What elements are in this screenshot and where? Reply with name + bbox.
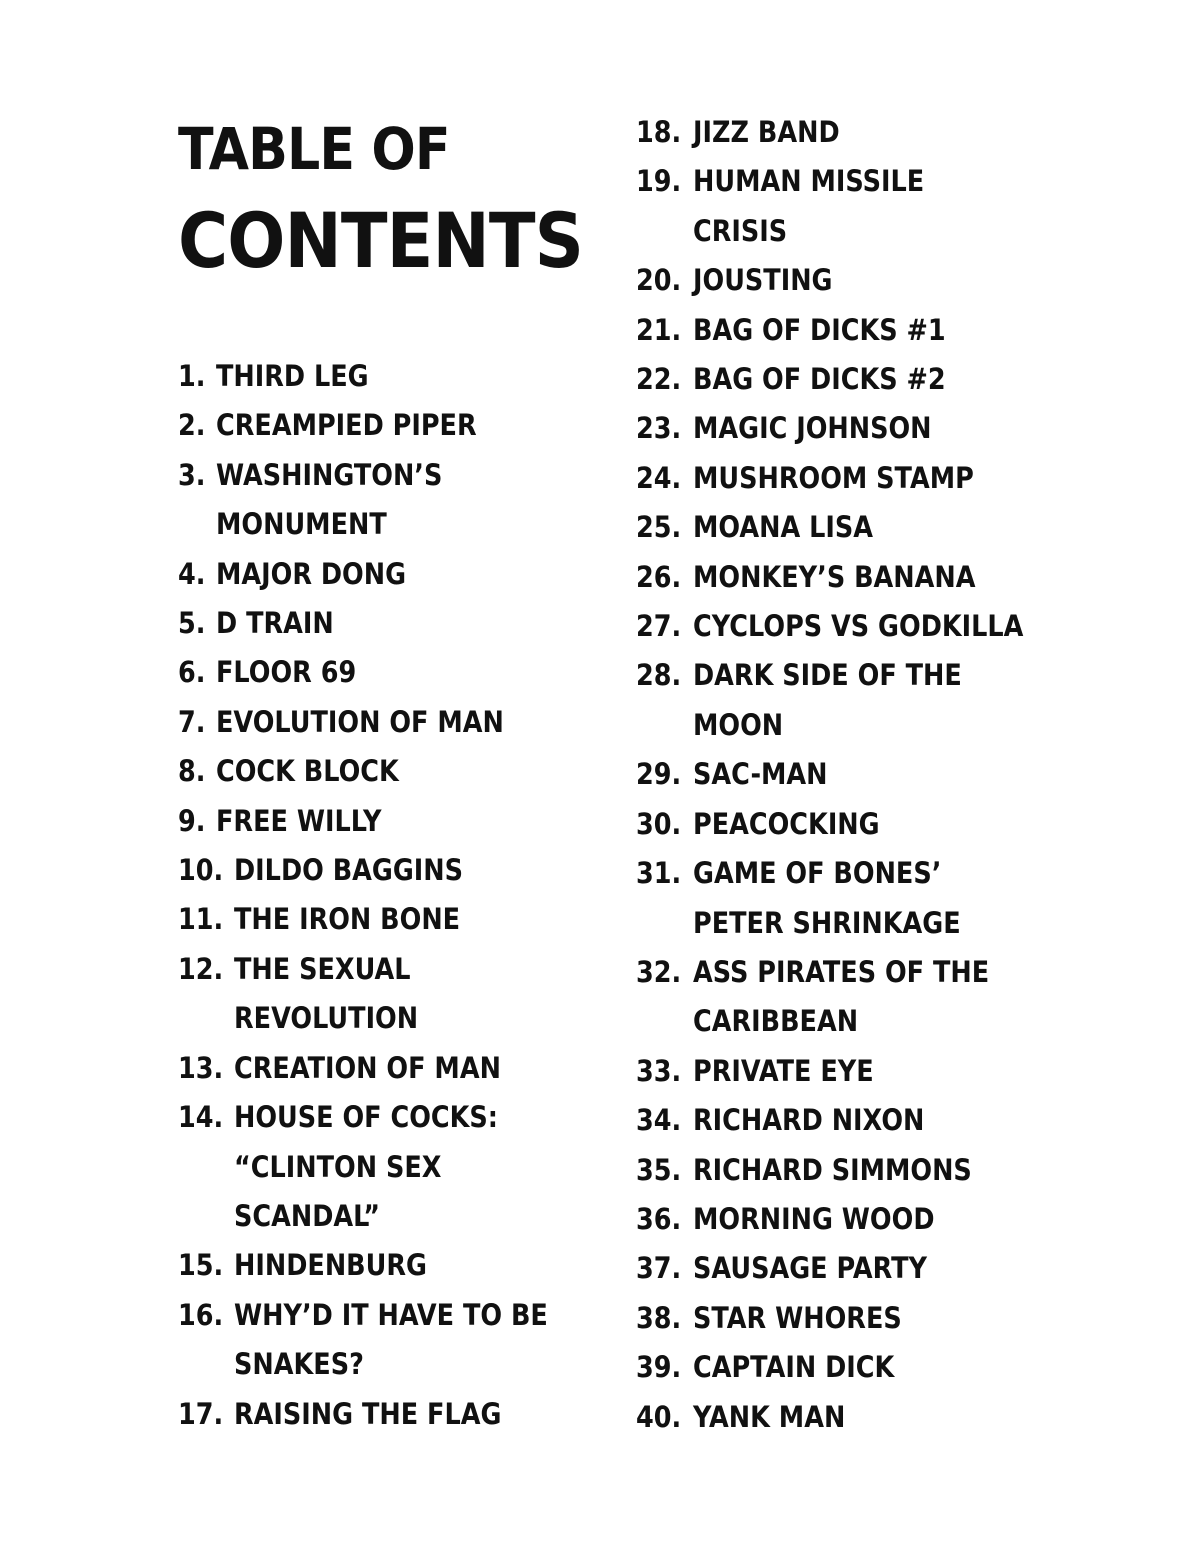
- toc-entry-number: 35.: [636, 1152, 682, 1187]
- toc-entry-title: [216, 747, 399, 796]
- toc-entry-title-line: MAJOR DONG: [216, 556, 407, 591]
- toc-entry: [178, 797, 598, 846]
- toc-entry-title: [693, 1244, 927, 1293]
- toc-entry-title-line: GAME OF BONES’: [693, 856, 942, 891]
- toc-entry: [636, 1294, 1056, 1343]
- toc-entry-number: 17.: [178, 1396, 224, 1431]
- toc-entry-number: 14.: [178, 1100, 224, 1135]
- toc-entry-title: [693, 404, 932, 453]
- toc-entry-title-line: CRISIS: [693, 213, 788, 248]
- toc-entry: [178, 945, 598, 1044]
- toc-entry-title-line: COCK BLOCK: [216, 754, 399, 789]
- page-title: [178, 112, 598, 296]
- toc-entry-title: [693, 651, 962, 750]
- page-title-line-1: TABLE OF: [178, 115, 450, 183]
- toc-entry-title: [693, 157, 924, 256]
- toc-entry: [178, 698, 598, 747]
- toc-entry-number: 31.: [636, 856, 682, 891]
- toc-entry-number: 21.: [636, 312, 682, 347]
- toc-entry: [178, 1044, 598, 1093]
- toc-entry-number: 5.: [178, 606, 206, 641]
- toc-entry-title: [693, 1294, 902, 1343]
- toc-entry-number: 22.: [636, 362, 682, 397]
- toc-entry-title: [693, 1146, 972, 1195]
- toc-entry-title-line: SNAKES?: [234, 1347, 364, 1382]
- toc-entry-title: [216, 550, 406, 599]
- toc-entry-title-line: RICHARD NIXON: [693, 1103, 925, 1138]
- toc-entry-title: [216, 797, 382, 846]
- toc-entry: [636, 157, 1056, 256]
- toc-entry-title: [216, 698, 504, 747]
- toc-entry-title: [693, 1096, 924, 1145]
- toc-entry-number: 29.: [636, 757, 682, 792]
- toc-entry-title-line: ASS PIRATES OF THE: [693, 954, 990, 989]
- toc-entry-number: 10.: [178, 853, 224, 888]
- toc-entry-title: [216, 451, 442, 550]
- toc-entry-title-line: WHY’D IT HAVE TO BE: [234, 1297, 548, 1332]
- page-title-line-2: CONTENTS: [178, 196, 583, 285]
- toc-entry-number: 9.: [178, 803, 206, 838]
- toc-entry-title-line: DILDO BAGGINS: [234, 853, 464, 888]
- toc-entry: [178, 599, 598, 648]
- toc-entry: [178, 1390, 598, 1439]
- toc-entry-number: 2.: [178, 408, 206, 443]
- toc-entry-number: 37.: [636, 1251, 682, 1286]
- toc-right-column: [636, 108, 1056, 1442]
- toc-entry: [178, 401, 598, 450]
- toc-entry-title: [693, 602, 1023, 651]
- toc-entry-title-line: RICHARD SIMMONS: [693, 1152, 972, 1187]
- toc-entry-title: [693, 1393, 845, 1442]
- toc-entry-title: [234, 1291, 548, 1390]
- toc-entry-title-line: MONUMENT: [216, 507, 387, 542]
- toc-entry: [636, 404, 1056, 453]
- toc-entry-title: [693, 1195, 935, 1244]
- toc-entry-title-line: MONKEY’S BANANA: [693, 559, 976, 594]
- toc-entry-number: 26.: [636, 559, 682, 594]
- toc-entry: [636, 306, 1056, 355]
- toc-entry-title: [216, 401, 477, 450]
- toc-entry-title: [234, 895, 460, 944]
- toc-entry-title: [693, 355, 946, 404]
- toc-entry-title-line: THE SEXUAL: [234, 951, 411, 986]
- toc-entry-title-line: MOANA LISA: [693, 510, 874, 545]
- toc-entry-title-line: FREE WILLY: [216, 803, 382, 838]
- toc-entry-title: [234, 846, 463, 895]
- toc-entry-title-line: STAR WHORES: [693, 1300, 902, 1335]
- toc-entry-number: 19.: [636, 164, 682, 199]
- toc-entry-title-line: MOON: [693, 707, 784, 742]
- toc-entry: [636, 1343, 1056, 1392]
- toc-entry-title: [693, 553, 976, 602]
- toc-entry-title-line: HUMAN MISSILE: [693, 164, 925, 199]
- toc-entry-title-line: MAGIC JOHNSON: [693, 411, 932, 446]
- toc-entry: [178, 1291, 598, 1390]
- toc-entry-title: [693, 800, 880, 849]
- toc-entry-title-line: PETER SHRINKAGE: [693, 905, 961, 940]
- toc-entry-title-line: RAISING THE FLAG: [234, 1396, 502, 1431]
- toc-entry: [636, 948, 1056, 1047]
- toc-entry: [636, 1195, 1056, 1244]
- toc-entry-title-line: SAC-MAN: [693, 757, 828, 792]
- toc-entry-title: [234, 945, 418, 1044]
- toc-entry-number: 23.: [636, 411, 682, 446]
- toc-entry-number: 34.: [636, 1103, 682, 1138]
- toc-entry-title-line: JOUSTING: [693, 263, 833, 298]
- toc-entry: [636, 355, 1056, 404]
- toc-entry: [636, 256, 1056, 305]
- toc-entry-number: 33.: [636, 1053, 682, 1088]
- toc-entry-title-line: THE IRON BONE: [234, 902, 461, 937]
- toc-entry: [636, 454, 1056, 503]
- toc-entry-title-line: BAG OF DICKS #1: [693, 312, 946, 347]
- toc-entry: [178, 1241, 598, 1290]
- toc-entry-number: 40.: [636, 1399, 682, 1434]
- toc-entry-title: [693, 948, 989, 1047]
- toc-entry-number: 25.: [636, 510, 682, 545]
- toc-entry-number: 1.: [178, 359, 206, 393]
- toc-entry-number: 38.: [636, 1300, 682, 1335]
- toc-entry-title-line: CREAMPIED PIPER: [216, 408, 477, 443]
- toc-entry-title: [693, 108, 840, 157]
- toc-entry-title: [234, 1241, 427, 1290]
- toc-entry-number: 16.: [178, 1297, 224, 1332]
- toc-entry-title: [693, 750, 828, 799]
- toc-entry-number: 24.: [636, 460, 682, 495]
- toc-entry-title-line: BAG OF DICKS #2: [693, 362, 946, 397]
- toc-entry-number: 28.: [636, 658, 682, 693]
- toc-entry-title-line: CAPTAIN DICK: [693, 1350, 895, 1385]
- toc-entry: [178, 451, 598, 550]
- toc-entry-number: 13.: [178, 1050, 224, 1085]
- toc-entry-title-line: MORNING WOOD: [693, 1201, 935, 1236]
- toc-entry-title: [216, 648, 356, 697]
- toc-entry: [636, 750, 1056, 799]
- toc-entry-title-line: D TRAIN: [216, 606, 334, 641]
- toc-entry-title-line: REVOLUTION: [234, 1001, 419, 1036]
- toc-entry-title: [216, 352, 369, 401]
- toc-entry-title: [693, 503, 873, 552]
- toc-entry-title-line: THIRD LEG: [216, 359, 369, 393]
- toc-entry: [636, 1047, 1056, 1096]
- toc-entry-number: 36.: [636, 1201, 682, 1236]
- toc-entry-title-line: SAUSAGE PARTY: [693, 1251, 927, 1286]
- toc-entry-number: 39.: [636, 1350, 682, 1385]
- toc-entry-title-line: DARK SIDE OF THE: [693, 658, 962, 693]
- toc-entry-title-line: FLOOR 69: [216, 655, 357, 690]
- toc-entry-title: [234, 1093, 498, 1241]
- toc-entry-title-line: CREATION OF MAN: [234, 1050, 501, 1085]
- toc-entry-number: 6.: [178, 655, 206, 690]
- toc-entry: [636, 651, 1056, 750]
- toc-entry-title-line: MUSHROOM STAMP: [693, 460, 974, 495]
- toc-entry-title-line: YANK MAN: [693, 1399, 846, 1434]
- toc-entry-number: 8.: [178, 754, 206, 789]
- toc-entry-title: [693, 1343, 894, 1392]
- toc-entry: [636, 1244, 1056, 1293]
- toc-entry-title-line: PRIVATE EYE: [693, 1053, 874, 1088]
- toc-entry: [178, 846, 598, 895]
- toc-entry-number: 3.: [178, 457, 206, 492]
- toc-entry: [178, 895, 598, 944]
- toc-entry: [178, 1093, 598, 1241]
- toc-entry-title: [693, 256, 833, 305]
- toc-entry: [178, 550, 598, 599]
- toc-entry: [178, 352, 598, 401]
- toc-entry-title: [693, 1047, 874, 1096]
- toc-entry-number: 18.: [636, 115, 682, 149]
- toc-entry-title: [234, 1044, 501, 1093]
- toc-entry: [178, 747, 598, 796]
- toc-entry-number: 15.: [178, 1248, 224, 1283]
- toc-entry-title-line: SCANDAL”: [234, 1198, 381, 1233]
- toc-entry-title-line: PEACOCKING: [693, 806, 880, 841]
- toc-entry: [636, 1096, 1056, 1145]
- toc-entry: [636, 849, 1056, 948]
- toc-entry-number: 32.: [636, 954, 682, 989]
- toc-entry-number: 30.: [636, 806, 682, 841]
- toc-entry-number: 11.: [178, 902, 224, 937]
- toc-entry-number: 4.: [178, 556, 206, 591]
- toc-entry-number: 12.: [178, 951, 224, 986]
- toc-entry: [636, 503, 1056, 552]
- toc-entry-title-line: HINDENBURG: [234, 1248, 427, 1283]
- toc-entry-title-line: CARIBBEAN: [693, 1004, 859, 1039]
- toc-entry: [636, 553, 1056, 602]
- toc-entry-number: 7.: [178, 704, 206, 739]
- toc-entry-title-line: “CLINTON SEX: [234, 1149, 442, 1184]
- toc-entry: [636, 602, 1056, 651]
- toc-entry-number: 27.: [636, 609, 682, 644]
- toc-left-column: [178, 352, 598, 1439]
- toc-entry-title-line: CYCLOPS VS GODKILLA: [693, 609, 1024, 644]
- toc-entry-title-line: WASHINGTON’S: [216, 457, 443, 492]
- toc-entry: [636, 800, 1056, 849]
- toc-entry: [636, 108, 1056, 157]
- toc-entry-title: [693, 454, 974, 503]
- toc-entry-title-line: HOUSE OF COCKS:: [234, 1100, 498, 1135]
- toc-entry-title: [234, 1390, 501, 1439]
- toc-entry: [178, 648, 598, 697]
- toc-entry-title: [216, 599, 334, 648]
- toc-entry: [636, 1146, 1056, 1195]
- toc-entry-number: 20.: [636, 263, 682, 298]
- toc-entry-title: [693, 849, 961, 948]
- toc-entry-title: [693, 306, 946, 355]
- toc-entry: [636, 1393, 1056, 1442]
- toc-entry-title-line: JIZZ BAND: [693, 115, 840, 149]
- toc-entry-title-line: EVOLUTION OF MAN: [216, 704, 504, 739]
